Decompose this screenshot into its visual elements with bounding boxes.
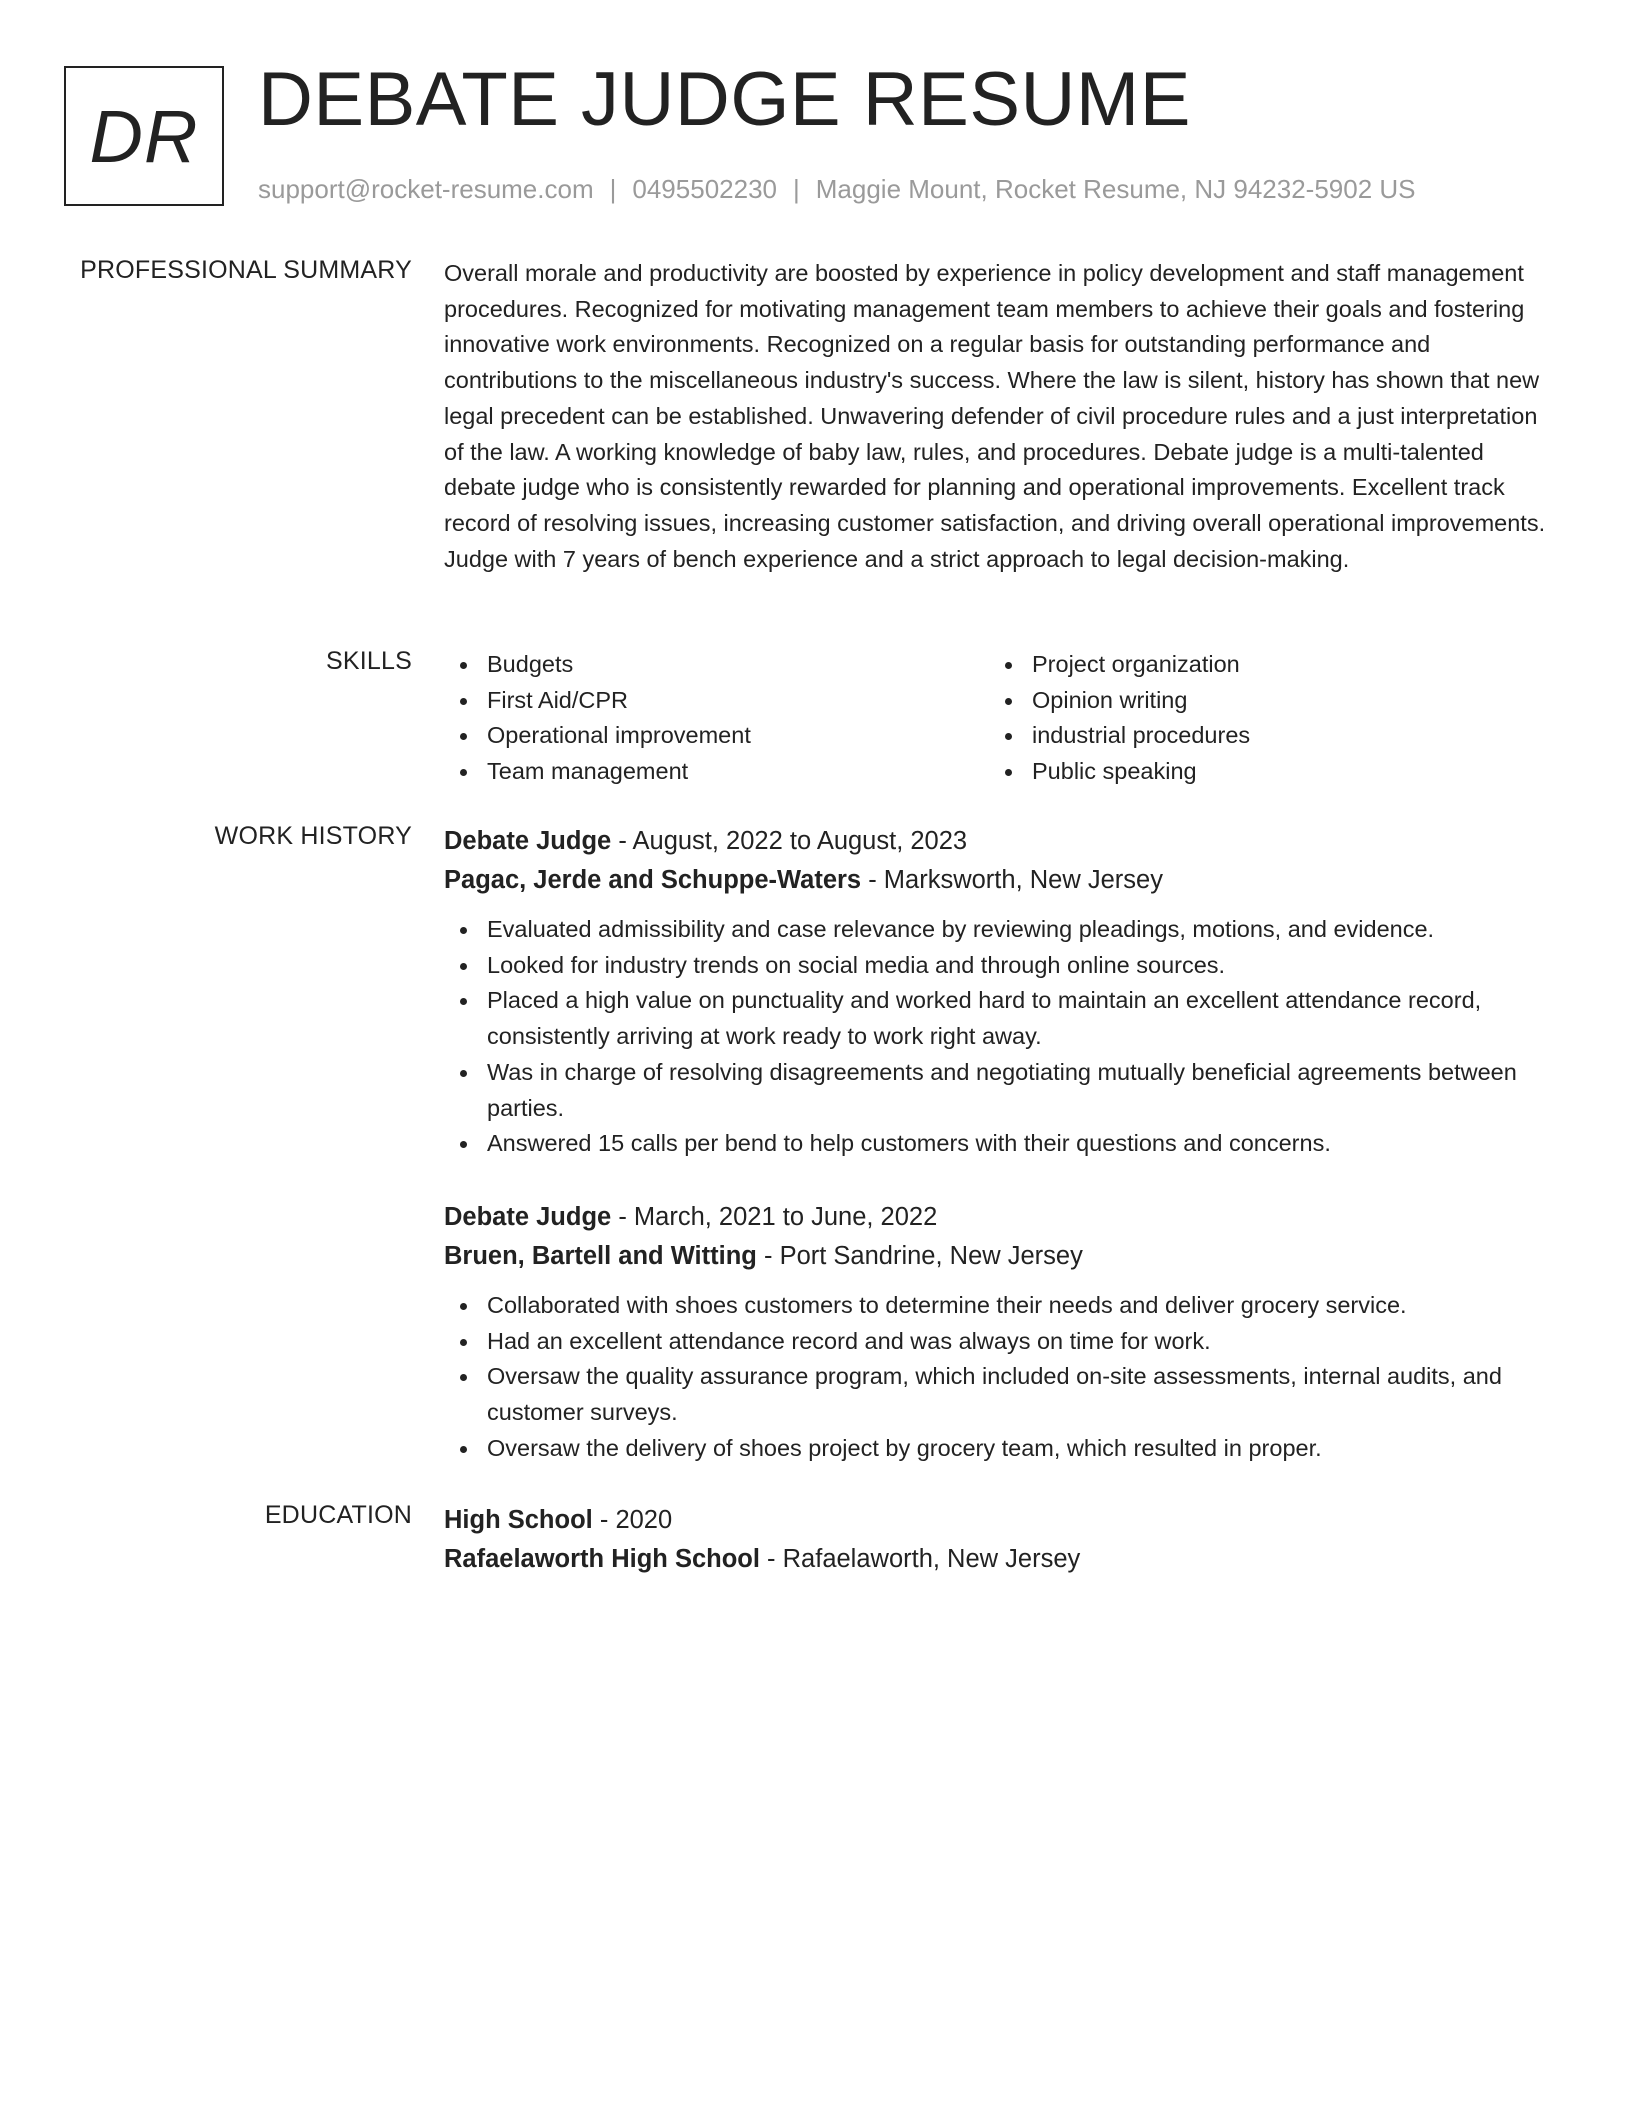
education-degree: High School	[444, 1506, 593, 1534]
job-duties-list	[444, 912, 1550, 1162]
job-role: Debate Judge	[444, 827, 612, 855]
summary-body	[444, 256, 1550, 577]
monogram-box	[64, 66, 224, 206]
work-history-body	[444, 822, 1550, 1466]
skill-item: Project organization	[989, 647, 1534, 683]
skill-item: Public speaking	[989, 754, 1534, 790]
job-duties-list	[444, 1288, 1550, 1467]
skills-right-column	[989, 647, 1534, 790]
job-duty: Evaluated admissibility and case relevance by reviewing pleadings, motions, and evidence.	[444, 912, 1550, 948]
job-dates: August, 2022 to August, 2023	[632, 827, 968, 855]
job-location: Marksworth, New Jersey	[883, 866, 1163, 894]
education-location: Rafaelaworth, New Jersey	[782, 1545, 1081, 1573]
work-history-heading: WORK HISTORY	[214, 822, 412, 850]
education-body	[444, 1501, 1550, 1579]
contact-separator: |	[793, 174, 800, 204]
contact-line	[258, 174, 1416, 205]
summary-heading: PROFESSIONAL SUMMARY	[80, 256, 412, 284]
job-duty: Was in charge of resolving disagreements and negotiating mutually beneficial agreements between parties.	[444, 1055, 1550, 1126]
job-title-line	[444, 1198, 1550, 1237]
skills-columns	[444, 647, 1550, 790]
job-company-line	[444, 861, 1550, 900]
job-entry	[444, 1198, 1550, 1467]
dash: -	[767, 1545, 776, 1573]
job-company: Pagac, Jerde and Schuppe-Waters	[444, 866, 862, 894]
education-school-line	[444, 1540, 1550, 1579]
skill-item: Team management	[444, 754, 989, 790]
monogram-initials: DR	[89, 94, 199, 178]
education-year: 2020	[615, 1506, 673, 1534]
dash: -	[618, 1202, 627, 1231]
job-duty: Placed a high value on punctuality and worked hard to maintain an excellent attendance record, consistently arriving at work ready to work right away.	[444, 983, 1550, 1054]
contact-address: Maggie Mount, Rocket Resume, NJ 94232-5902 US	[815, 174, 1416, 204]
summary-text: Overall morale and productivity are boosted by experience in policy development and staff management procedures. Recognized for motivating management team members to achieve their goals and fostering innovative work environments. Recognized on a regular basis for outstanding performance and contributions to the miscellaneous industry's success. Where the law is silent, history has shown that new legal precedent can be established. Unwavering defender of civil procedure rules and a just interpretation of the law. A working knowledge of baby law, rules, and procedures. Debate judge is a multi-talented debate judge who is consistently rewarded for planning and operational improvements. Excellent track record of resolving issues, increasing customer satisfaction, and driving overall operational improvements. Judge with 7 years of bench experience and a strict approach to legal decision-making.	[444, 260, 1546, 572]
dash: -	[868, 866, 877, 894]
job-duty: Oversaw the delivery of shoes project by grocery team, which resulted in proper.	[444, 1431, 1550, 1467]
dash: -	[763, 1241, 773, 1270]
contact-email: support@rocket-resume.com	[258, 174, 594, 204]
dash: -	[618, 827, 627, 855]
job-duty: Collaborated with shoes customers to determine their needs and deliver grocery service.	[444, 1288, 1550, 1324]
skill-item: Operational improvement	[444, 718, 989, 754]
skills-heading: SKILLS	[326, 647, 412, 675]
contact-phone: 0495502230	[632, 174, 777, 204]
job-company-line	[444, 1237, 1550, 1276]
resume-title: DEBATE JUDGE RESUME	[258, 57, 1191, 142]
job-entry	[444, 822, 1550, 1162]
job-title-line	[444, 822, 1550, 861]
education-degree-line	[444, 1501, 1550, 1540]
skills-left-column	[444, 647, 989, 790]
skill-item: industrial procedures	[989, 718, 1534, 754]
skills-body	[444, 647, 1550, 790]
skill-item: Budgets	[444, 647, 989, 683]
job-duty: Oversaw the quality assurance program, which included on-site assessments, internal audits, and customer surveys.	[444, 1359, 1550, 1430]
job-duty: Answered 15 calls per bend to help customers with their questions and concerns.	[444, 1126, 1550, 1162]
job-location: Port Sandrine, New Jersey	[779, 1241, 1083, 1270]
job-duty: Looked for industry trends on social media and through online sources.	[444, 948, 1550, 984]
education-heading: EDUCATION	[264, 1501, 412, 1529]
dash: -	[599, 1506, 609, 1534]
contact-separator: |	[609, 174, 617, 204]
job-dates: March, 2021 to June, 2022	[633, 1202, 938, 1231]
job-company: Bruen, Bartell and Witting	[444, 1241, 757, 1270]
skill-item: First Aid/CPR	[444, 683, 989, 719]
job-role: Debate Judge	[444, 1202, 612, 1231]
education-school: Rafaelaworth High School	[444, 1545, 760, 1573]
skill-item: Opinion writing	[989, 683, 1534, 719]
job-duty: Had an excellent attendance record and was always on time for work.	[444, 1324, 1550, 1360]
